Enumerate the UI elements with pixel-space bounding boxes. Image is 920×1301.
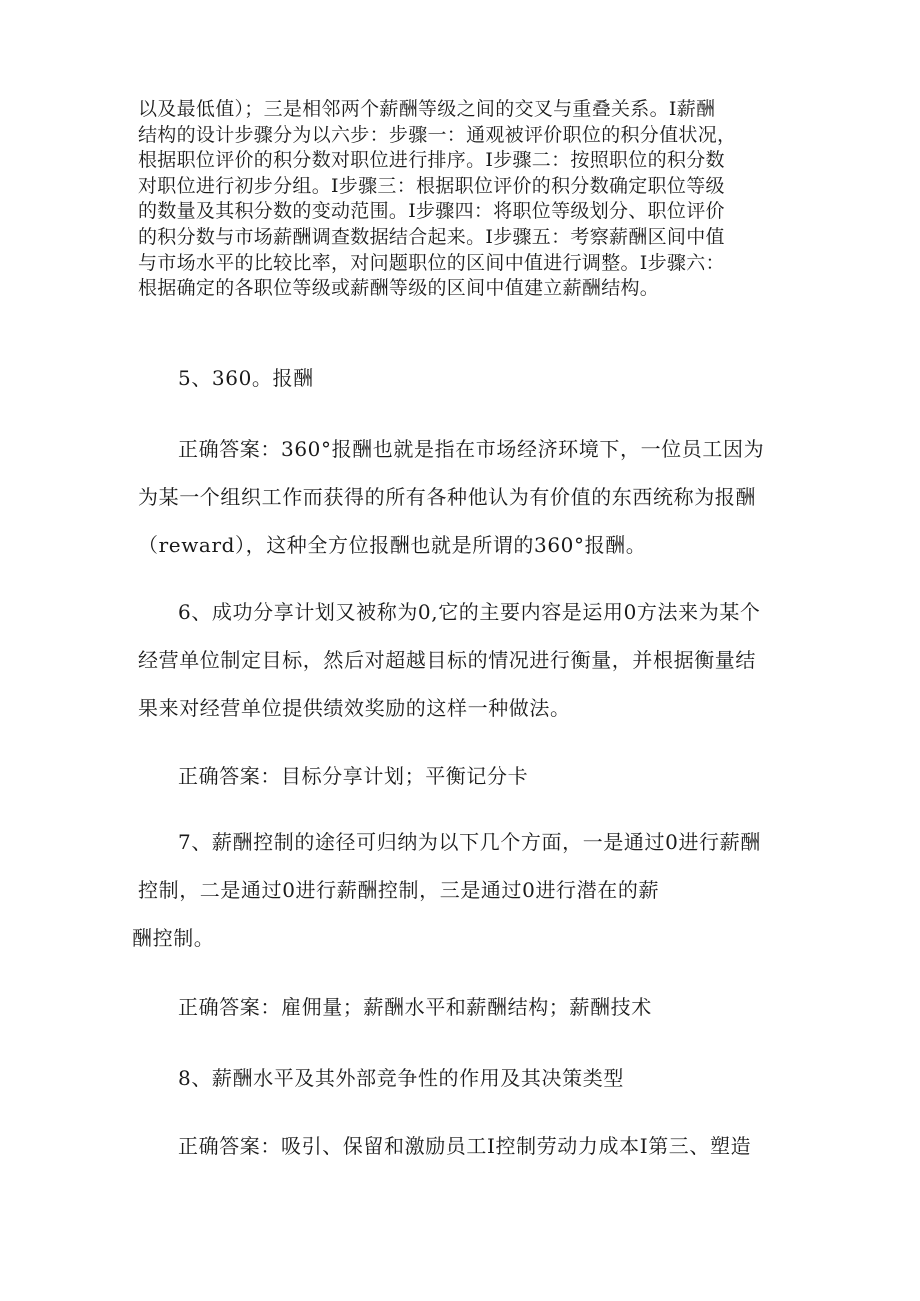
question-6-line: 果来对经营单位提供绩效奖励的这样一种做法。 xyxy=(138,696,571,720)
salary-structure-steps-paragraph xyxy=(138,97,798,302)
question-5-text: 5、360。报酬 xyxy=(178,366,314,390)
text-line: 的积分数与市场薪酬调查数据结合起来。I步骤五：考察薪酬区间中值 xyxy=(138,225,725,248)
question-8 xyxy=(138,1062,838,1091)
question-7-line: 控制，二是通过0进行薪酬控制，三是通过0进行潜在的薪 xyxy=(138,878,660,902)
answer-6 xyxy=(138,760,838,789)
answer-5-line: （reward），这种全方位报酬也就是所谓的360°报酬。 xyxy=(138,533,647,557)
answer-5-line: 正确答案：360°报酬也就是指在市场经济环境下，一位员工因为 xyxy=(178,437,765,461)
question-7 xyxy=(132,818,798,962)
question-6 xyxy=(138,588,798,732)
question-7-line: 7、薪酬控制的途径可归纳为以下几个方面，一是通过0进行薪酬 xyxy=(178,830,761,854)
question-6-line: 经营单位制定目标，然后对超越目标的情况进行衡量，并根据衡量结 xyxy=(138,648,756,672)
text-line: 根据职位评价的积分数对职位进行排序。I步骤二：按照职位的积分数 xyxy=(138,149,725,172)
question-7-line: 酬控制。 xyxy=(132,926,215,950)
text-line: 对职位进行初步分组。I步骤三：根据职位评价的积分数确定职位等级 xyxy=(138,174,725,197)
answer-7 xyxy=(138,991,838,1020)
text-line: 根据确定的各职位等级或薪酬等级的区间中值建立薪酬结构。 xyxy=(138,277,660,300)
answer-7-text: 正确答案：雇佣量；薪酬水平和薪酬结构；薪酬技术 xyxy=(178,995,652,1019)
text-line: 结构的设计步骤分为以六步：步骤一：通观被评价职位的积分值状况， xyxy=(138,123,737,146)
answer-5 xyxy=(138,425,798,569)
answer-6-text: 正确答案：目标分享计划；平衡记分卡 xyxy=(178,764,529,788)
question-8-text: 8、薪酬水平及其外部竞争性的作用及其决策类型 xyxy=(178,1066,624,1090)
answer-8 xyxy=(138,1130,838,1159)
text-line: 的数量及其积分数的变动范围。I步骤四：将职位等级划分、职位评价 xyxy=(138,200,725,223)
text-line: 与市场水平的比较比率，对问题职位的区间中值进行调整。I步骤六： xyxy=(138,251,725,274)
question-6-line: 6、成功分享计划又被称为0,它的主要内容是运用0方法来为某个 xyxy=(178,600,761,624)
question-5 xyxy=(138,362,838,391)
text-line: 以及最低值）；三是相邻两个薪酬等级之间的交叉与重叠关系。I薪酬 xyxy=(138,98,716,120)
answer-5-line: 为某一个组织工作而获得的所有各种他认为有价值的东西统称为报酬 xyxy=(138,485,756,509)
answer-8-text: 正确答案：吸引、保留和激励员工I控制劳动力成本I第三、塑造 xyxy=(178,1134,752,1158)
